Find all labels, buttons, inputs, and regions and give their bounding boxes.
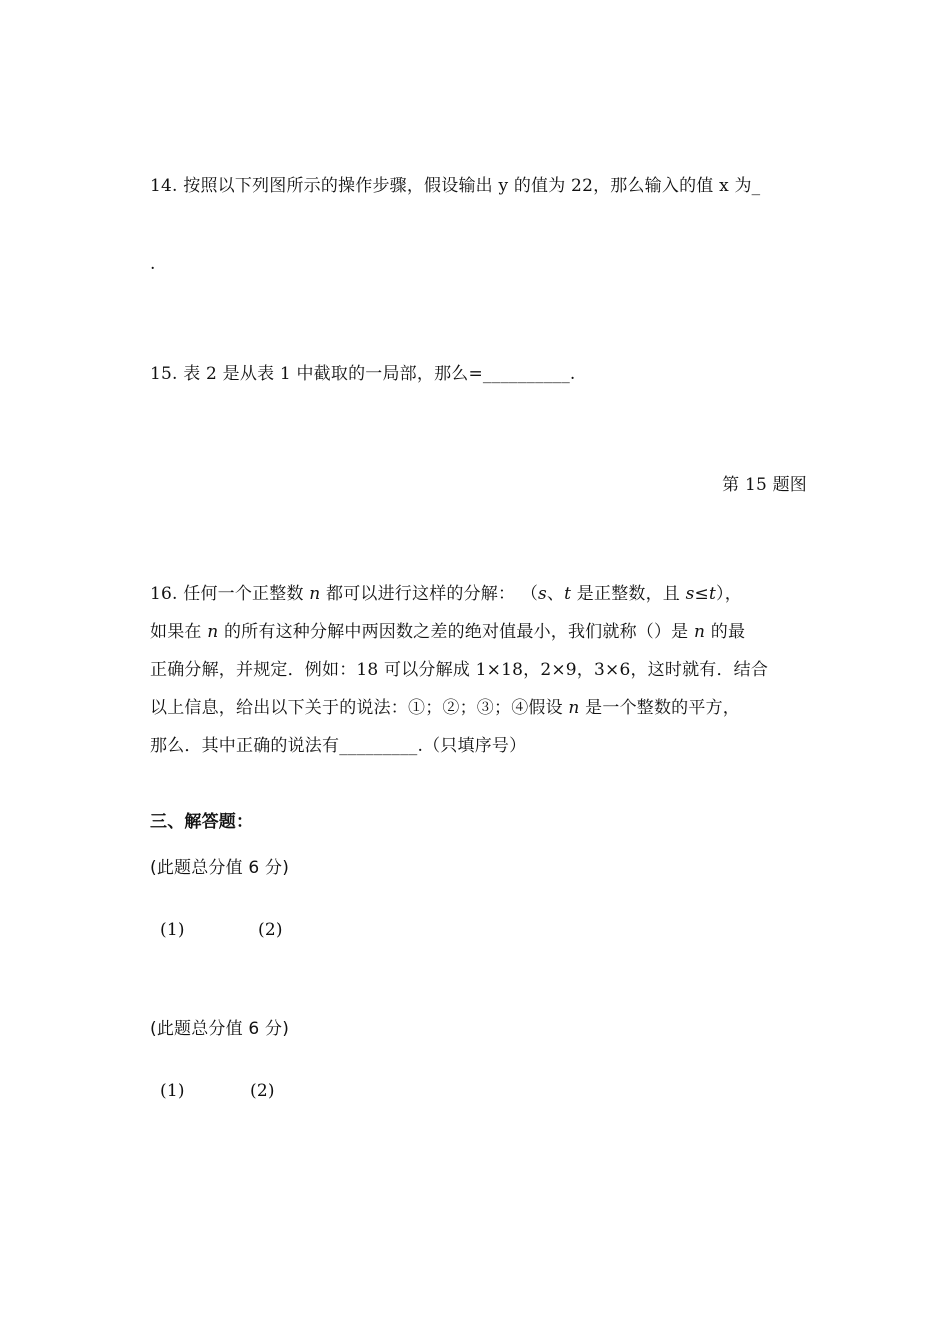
problem-a-part-1: (1) [160, 920, 185, 940]
q16-l1-c: 、 [546, 584, 565, 604]
question-15-figure-caption: 第 15 题图 [722, 475, 807, 495]
problem-b-part-1: (1) [160, 1081, 185, 1101]
q16-l1-b: 都可以进行这样的分解： （ [320, 584, 539, 604]
q16-l4-a: 以上信息，给出以下关于的说法：①；②；③；④假设 [150, 698, 569, 718]
problem-b-score: (此题总分值 6 分) [150, 1019, 290, 1039]
question-14-text: 14. 按照以下列图所示的操作步骤，假设输出 y 的值为 22，那么输入的值 x 为_ [150, 176, 761, 196]
q16-l2-c: 的最 [705, 622, 746, 642]
var-t: t [564, 584, 572, 604]
q16-l1-a: 16. 任何一个正整数 [150, 584, 310, 604]
q16-l1-d: 是正整数，且 [571, 584, 686, 604]
var-s: s [538, 584, 547, 604]
expr-s-le-t: s≤t [685, 584, 717, 604]
var-n: n [309, 584, 321, 604]
var-n: n [693, 622, 706, 642]
question-15-text: 15. 表 2 是从表 1 中截取的一局部，那么=__________. [150, 364, 576, 384]
problem-b-part-2: (2) [250, 1081, 275, 1101]
q16-l2-b: 的所有这种分解中两因数之差的绝对值最小，我们就称（）是 [218, 622, 694, 642]
q16-l2-a: 如果在 [150, 622, 208, 642]
var-n: n [568, 698, 580, 718]
question-16-line-4 [150, 696, 740, 720]
question-16-line-1 [150, 582, 742, 606]
q16-l4-b: 是一个整数的平方， [579, 698, 740, 718]
q16-l1-e: ）， [716, 584, 742, 604]
section-3-heading: 三、解答题： [150, 812, 254, 832]
problem-a-part-2: (2) [258, 920, 283, 940]
question-16-line-2 [150, 620, 745, 644]
question-16-line-3: 正确分解，并规定．例如：18 可以分解成 1×18，2×9，3×6，这时就有．结合 [150, 660, 769, 680]
question-16-line-5: 那么．其中正确的说法有_________.（只填序号） [150, 736, 527, 756]
question-14-blank-end: . [150, 254, 156, 274]
var-n: n [207, 622, 219, 642]
problem-a-score: (此题总分值 6 分) [150, 858, 290, 878]
